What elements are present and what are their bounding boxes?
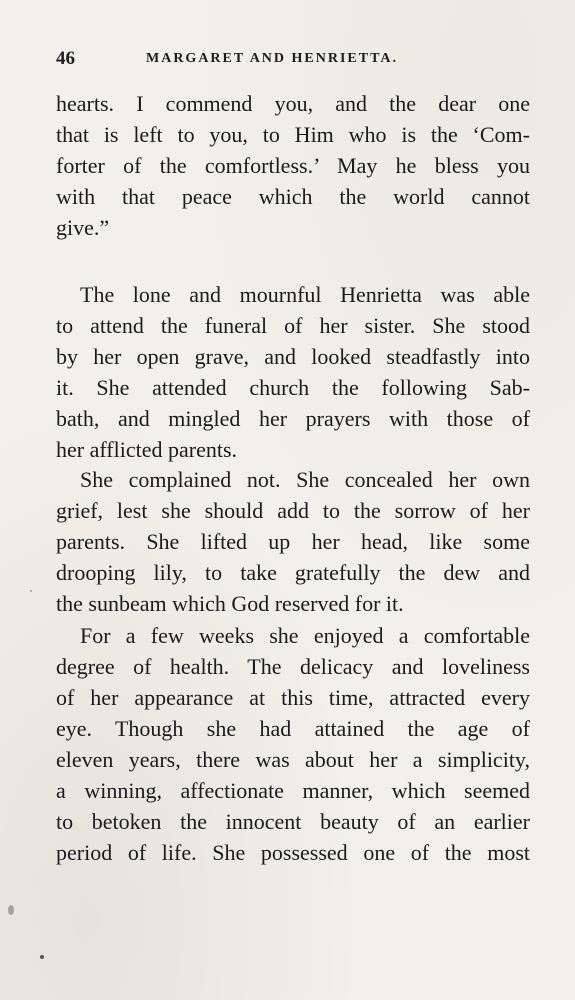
paper-speck (30, 590, 32, 592)
text-line: it. She attended church the following Sab- (56, 375, 530, 400)
paragraph-2 (56, 279, 530, 465)
text-line: by her open grave, and looked steadfastly into (56, 344, 530, 369)
text-line: give.” (56, 215, 110, 240)
text-line: She complained not. She concealed her own (80, 467, 530, 492)
text-line: the sunbeam which God reserved for it. (56, 591, 404, 616)
text-line: forter of the comfortless.’ May he bless you (56, 153, 530, 178)
text-line: eye. Though she had attained the age of (56, 716, 530, 741)
running-title: MARGARET AND HENRIETTA. (146, 51, 399, 66)
text-line: a winning, affectionate manner, which seemed (56, 778, 530, 803)
text-line: parents. She lifted up her head, like some (56, 529, 530, 554)
text-line: drooping lily, to take gratefully the dew and (56, 560, 530, 585)
text-line: bath, and mingled her prayers with those of (56, 406, 530, 431)
text-line: that is left to you, to Him who is the ‘Com- (56, 122, 530, 147)
text-line: grief, lest she should add to the sorrow of her (56, 498, 530, 523)
paragraph-1 (56, 88, 530, 243)
text-line: of her appearance at this time, attracted every (56, 685, 530, 710)
text-line: her afflicted parents. (56, 437, 238, 462)
paragraph-4 (56, 620, 530, 868)
page-number: 46 (56, 48, 75, 69)
text-line: The lone and mournful Henrietta was able (80, 282, 530, 307)
page-header (56, 48, 536, 74)
text-line: to attend the funeral of her sister. She stood (56, 313, 530, 338)
paper-speck (8, 905, 14, 915)
text-line: period of life. She possessed one of the most (56, 840, 530, 865)
text-line: For a few weeks she enjoyed a comfortable (80, 623, 530, 648)
text-line: eleven years, there was about her a simplicity, (56, 747, 530, 772)
paragraph-3 (56, 464, 530, 619)
text-line: to betoken the innocent beauty of an earlier (56, 809, 530, 834)
paper-speck (40, 955, 44, 959)
text-line: degree of health. The delicacy and loveliness (56, 654, 530, 679)
text-line: hearts. I commend you, and the dear one (56, 91, 530, 116)
text-line: with that peace which the world cannot (56, 184, 530, 209)
